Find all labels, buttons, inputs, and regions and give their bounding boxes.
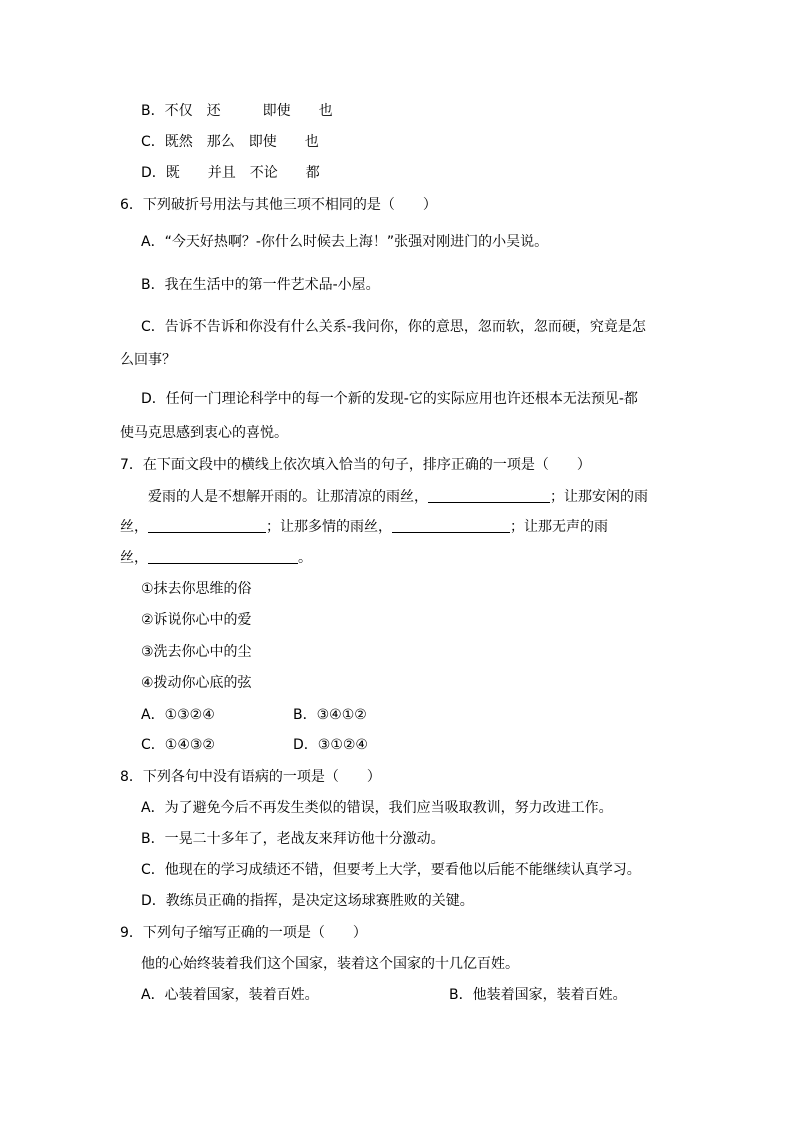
q6-stem: 6．下列破折号用法与其他三项不相同的是（ ） xyxy=(120,197,437,213)
q7-passage-text: 爱雨的人是不想解开雨的。让那清凉的雨丝， xyxy=(148,489,428,505)
q7-passage-text: 。 xyxy=(298,550,312,566)
q7-passage-text: ；让那安闲的雨 xyxy=(550,489,648,505)
q8-option-c: C．他现在的学习成绩还不错，但要考上大学，要看他以后能不能继续认真学习。 xyxy=(141,862,641,878)
q7-option-a: A．①③②④ xyxy=(141,707,215,723)
q7-item-3: ③洗去你心中的尘 xyxy=(141,644,252,660)
q7-item-4: ④拨动你心底的弦 xyxy=(141,675,252,691)
q6-option-d-line2: 使马克思感到衷心的喜悦。 xyxy=(120,425,288,441)
q8-option-d: D．教练员正确的指挥，是决定这场球赛胜败的关键。 xyxy=(141,893,474,909)
q6-option-b: B．我在生活中的第一件艺术品-小屋。 xyxy=(141,277,380,293)
q7-passage-text: 丝， xyxy=(120,519,148,535)
q7-blank-3 xyxy=(392,518,510,533)
q9-sentence: 他的心始终装着我们这个国家，装着这个国家的十几亿百姓。 xyxy=(141,956,519,972)
q7-passage-text: 丝， xyxy=(120,550,148,566)
q6-option-a: A．“今天好热啊？-你什么时候去上海！”张强对刚进门的小吴说。 xyxy=(141,234,549,250)
q7-stem: 7．在下面文段中的横线上依次填入恰当的句子，排序正确的一项是（ ） xyxy=(120,457,591,473)
q7-option-c: C．①④③② xyxy=(141,737,215,753)
q6-option-d-line1: D．任何一门理论科学中的每一个新的发现-它的实际应用也许还根本无法预见-都 xyxy=(141,391,638,407)
q7-blank-4 xyxy=(148,549,298,564)
q6-option-c-line1: C．告诉不告诉和你没有什么关系-我问你，你的意思，忽而软，忽而硬，究竟是怎 xyxy=(141,319,646,335)
q7-passage-line1 xyxy=(148,488,648,506)
q7-passage-line2 xyxy=(120,518,608,536)
q7-blank-2 xyxy=(148,518,266,533)
q7-item-2: ②诉说你心中的爱 xyxy=(141,612,252,628)
q5-option-b: B．不仅 还 即使 也 xyxy=(141,103,333,119)
q7-item-1: ①抹去你思维的俗 xyxy=(141,581,252,597)
q7-passage-text: ；让那无声的雨 xyxy=(510,519,608,535)
q5-option-d: D．既 并且 不论 都 xyxy=(141,165,320,181)
q6-option-c-line2: 么回事？ xyxy=(120,352,176,368)
q7-passage-text: ；让那多情的雨丝， xyxy=(266,519,392,535)
q7-passage-line3 xyxy=(120,549,312,567)
q9-option-b: B．他装着国家，装着百姓。 xyxy=(449,987,627,1003)
q7-option-d: D．③①②④ xyxy=(293,737,368,753)
q7-blank-1 xyxy=(428,488,550,503)
q9-stem: 9．下列句子缩写正确的一项是（ ） xyxy=(120,925,367,941)
q8-option-a: A．为了避免今后不再发生类似的错误，我们应当吸取教训，努力改进工作。 xyxy=(141,800,613,816)
q5-option-c: C．既然 那么 即使 也 xyxy=(141,134,319,150)
q9-option-a: A．心装着国家，装着百姓。 xyxy=(141,987,319,1003)
q8-option-b: B．一晃二十多年了，老战友来拜访他十分激动。 xyxy=(141,831,445,847)
q8-stem: 8．下列各句中没有语病的一项是（ ） xyxy=(120,769,381,785)
q7-option-b: B．③④①② xyxy=(293,707,367,723)
